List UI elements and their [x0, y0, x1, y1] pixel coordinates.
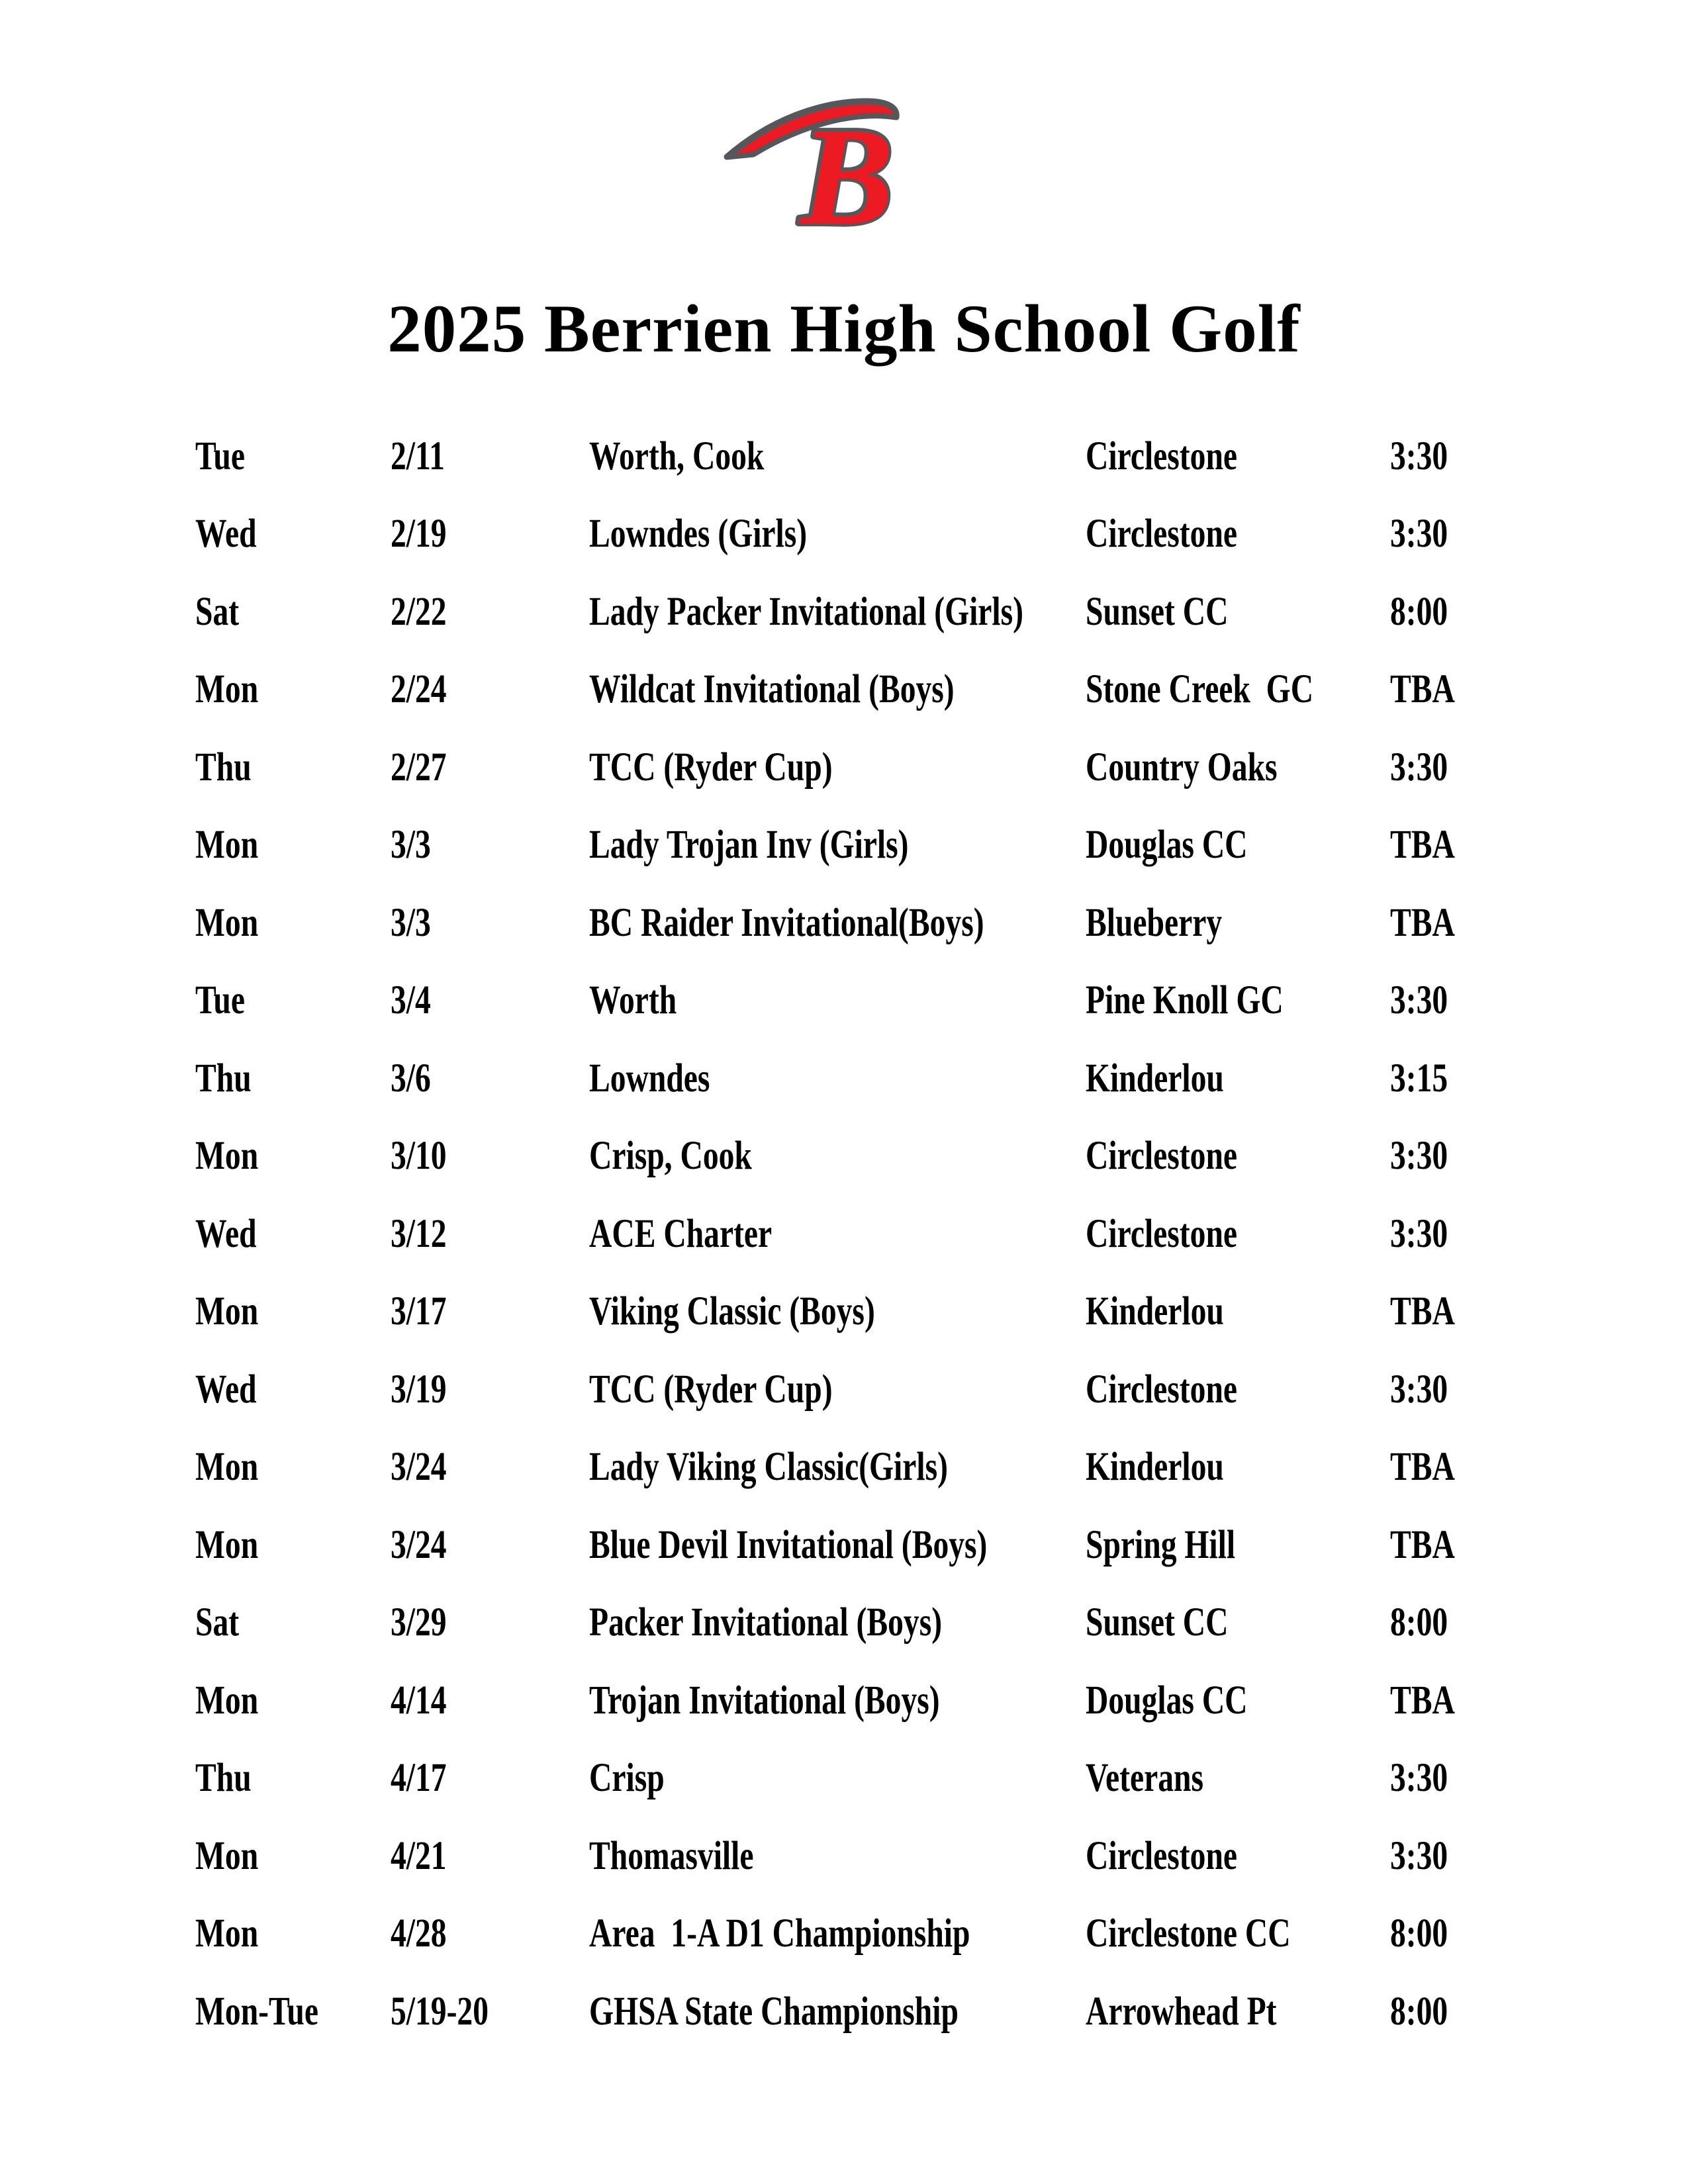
- cell-location: [1086, 1367, 1390, 1413]
- cell-time: [1390, 1600, 1552, 1646]
- cell-event: [589, 1600, 1086, 1646]
- cell-time: [1390, 1133, 1552, 1179]
- page-title: 2025 Berrien High School Golf: [387, 291, 1301, 367]
- cell-event: [589, 1444, 1086, 1490]
- cell-date: [391, 1211, 589, 1257]
- school-logo: [0, 83, 1688, 242]
- time-text: 3:30: [1390, 1367, 1448, 1412]
- cell-date: [391, 900, 589, 946]
- cell-date: [391, 1522, 589, 1569]
- date-text: 4/21: [391, 1833, 447, 1878]
- day-text: Mon-Tue: [195, 1989, 318, 2034]
- cell-time: [1390, 1211, 1552, 1257]
- cell-day: [195, 978, 391, 1024]
- cell-day: [195, 511, 391, 557]
- time-text: TBA: [1390, 1522, 1455, 1567]
- day-text: Tue: [195, 433, 245, 478]
- day-text: Mon: [195, 1134, 259, 1179]
- schedule-row: [195, 651, 1552, 729]
- cell-date: [391, 978, 589, 1024]
- event-text: Crisp: [589, 1756, 665, 1801]
- schedule-row: [195, 1195, 1552, 1273]
- day-text: Mon: [195, 1289, 259, 1334]
- location-text: Circlestone: [1086, 1134, 1238, 1179]
- date-text: 3/12: [391, 1211, 447, 1256]
- cell-location: [1086, 1211, 1390, 1257]
- location-text: Pine Knoll GC: [1086, 978, 1284, 1023]
- cell-time: [1390, 433, 1552, 480]
- cell-date: [391, 1289, 589, 1335]
- day-text: Mon: [195, 1911, 259, 1956]
- event-text: Crisp, Cook: [589, 1134, 752, 1179]
- cell-date: [391, 1755, 589, 1801]
- cell-time: [1390, 1056, 1552, 1102]
- date-text: 2/11: [391, 433, 445, 478]
- cell-time: [1390, 1755, 1552, 1801]
- cell-event: [589, 1522, 1086, 1569]
- cell-time: [1390, 1989, 1552, 2035]
- cell-time: [1390, 1911, 1552, 1957]
- schedule-row: [195, 1506, 1552, 1584]
- time-text: TBA: [1390, 823, 1455, 868]
- cell-time: [1390, 1522, 1552, 1569]
- schedule-row: [195, 1662, 1552, 1740]
- cell-location: [1086, 1678, 1390, 1724]
- cell-location: [1086, 900, 1390, 946]
- time-text: TBA: [1390, 1678, 1455, 1723]
- cell-date: [391, 745, 589, 791]
- cell-day: [195, 1367, 391, 1413]
- schedule-row: [195, 962, 1552, 1040]
- location-text: Sunset CC: [1086, 1600, 1229, 1645]
- cell-day: [195, 1133, 391, 1179]
- cell-location: [1086, 433, 1390, 480]
- cell-date: [391, 1989, 589, 2035]
- cell-date: [391, 1911, 589, 1957]
- location-text: Arrowhead Pt: [1086, 1989, 1277, 2034]
- cell-location: [1086, 1911, 1390, 1957]
- date-text: 2/24: [391, 667, 447, 712]
- cell-location: [1086, 1056, 1390, 1102]
- location-text: Douglas CC: [1086, 1678, 1248, 1723]
- cell-location: [1086, 1133, 1390, 1179]
- cell-time: [1390, 1678, 1552, 1724]
- time-text: 3:30: [1390, 1134, 1448, 1179]
- event-text: GHSA State Championship: [589, 1989, 959, 2034]
- date-text: 2/22: [391, 589, 447, 634]
- event-text: BC Raider Invitational(Boys): [589, 900, 984, 945]
- time-text: 3:30: [1390, 1211, 1448, 1256]
- location-text: Veterans: [1086, 1756, 1203, 1801]
- cell-date: [391, 1133, 589, 1179]
- time-text: TBA: [1390, 1289, 1455, 1334]
- cell-location: [1086, 511, 1390, 557]
- date-text: 3/19: [391, 1367, 447, 1412]
- schedule-row: [195, 1273, 1552, 1351]
- day-text: Mon: [195, 823, 259, 868]
- cell-time: [1390, 900, 1552, 946]
- cell-day: [195, 822, 391, 868]
- time-text: 3:15: [1390, 1056, 1448, 1101]
- date-text: 4/14: [391, 1678, 447, 1723]
- cell-time: [1390, 1444, 1552, 1490]
- logo-letter: B: [800, 98, 894, 242]
- location-text: Sunset CC: [1086, 589, 1229, 634]
- date-text: 3/24: [391, 1445, 447, 1490]
- cell-day: [195, 1833, 391, 1880]
- cell-date: [391, 1600, 589, 1646]
- time-text: 3:30: [1390, 745, 1448, 790]
- day-text: Thu: [195, 1756, 252, 1801]
- event-text: Wildcat Invitational (Boys): [589, 667, 955, 712]
- location-text: Circlestone: [1086, 1367, 1238, 1412]
- cell-date: [391, 822, 589, 868]
- cell-date: [391, 1833, 589, 1880]
- cell-event: [589, 1755, 1086, 1801]
- cell-day: [195, 1600, 391, 1646]
- cell-event: [589, 666, 1086, 713]
- event-text: Trojan Invitational (Boys): [589, 1678, 940, 1723]
- day-text: Wed: [195, 512, 257, 557]
- event-text: TCC (Ryder Cup): [589, 745, 833, 790]
- schedule-row: [195, 1740, 1552, 1818]
- time-text: 8:00: [1390, 1989, 1448, 2034]
- location-text: Stone Creek GC: [1086, 667, 1314, 712]
- time-text: 3:30: [1390, 978, 1448, 1023]
- cell-event: [589, 1678, 1086, 1724]
- day-text: Mon: [195, 1678, 259, 1723]
- time-text: TBA: [1390, 667, 1455, 712]
- cell-date: [391, 1678, 589, 1724]
- event-text: Lady Packer Invitational (Girls): [589, 589, 1023, 634]
- cell-location: [1086, 1600, 1390, 1646]
- cell-date: [391, 1056, 589, 1102]
- cell-location: [1086, 1444, 1390, 1490]
- cell-date: [391, 589, 589, 635]
- cell-event: [589, 433, 1086, 480]
- schedule-row: [195, 884, 1552, 962]
- cell-day: [195, 1911, 391, 1957]
- cell-location: [1086, 666, 1390, 713]
- cell-event: [589, 1211, 1086, 1257]
- cell-time: [1390, 1367, 1552, 1413]
- cell-event: [589, 978, 1086, 1024]
- location-text: Circlestone CC: [1086, 1911, 1291, 1956]
- day-text: Tue: [195, 978, 245, 1023]
- event-text: Lowndes (Girls): [589, 512, 808, 557]
- cell-day: [195, 1678, 391, 1724]
- cell-day: [195, 1522, 391, 1569]
- event-text: ACE Charter: [589, 1211, 773, 1256]
- schedule-row: [195, 573, 1552, 651]
- event-text: TCC (Ryder Cup): [589, 1367, 833, 1412]
- day-text: Wed: [195, 1211, 257, 1256]
- schedule-row: [195, 418, 1552, 496]
- date-text: 3/4: [391, 978, 431, 1023]
- location-text: Kinderlou: [1086, 1445, 1224, 1490]
- cell-event: [589, 589, 1086, 635]
- cell-event: [589, 1911, 1086, 1957]
- location-text: Kinderlou: [1086, 1056, 1224, 1101]
- logo-b-icon: [722, 83, 966, 242]
- cell-event: [589, 1133, 1086, 1179]
- cell-day: [195, 1444, 391, 1490]
- schedule-row: [195, 496, 1552, 574]
- schedule-row: [195, 1040, 1552, 1118]
- day-text: Thu: [195, 1056, 252, 1101]
- day-text: Sat: [195, 1600, 240, 1645]
- cell-location: [1086, 1522, 1390, 1569]
- location-text: Kinderlou: [1086, 1289, 1224, 1334]
- date-text: 4/28: [391, 1911, 447, 1956]
- cell-location: [1086, 1833, 1390, 1880]
- location-text: Blueberry: [1086, 900, 1223, 945]
- cell-time: [1390, 511, 1552, 557]
- date-text: 2/19: [391, 512, 447, 557]
- cell-location: [1086, 1289, 1390, 1335]
- cell-time: [1390, 666, 1552, 713]
- time-text: 8:00: [1390, 1600, 1448, 1645]
- date-text: 3/3: [391, 900, 431, 945]
- date-text: 2/27: [391, 745, 447, 790]
- event-text: Worth, Cook: [589, 433, 765, 478]
- location-text: Circlestone: [1086, 512, 1238, 557]
- cell-date: [391, 1367, 589, 1413]
- cell-day: [195, 1989, 391, 2035]
- cell-day: [195, 666, 391, 713]
- cell-date: [391, 1444, 589, 1490]
- time-text: 3:30: [1390, 512, 1448, 557]
- schedule-row: [195, 1351, 1552, 1429]
- time-text: 8:00: [1390, 589, 1448, 634]
- cell-location: [1086, 1989, 1390, 2035]
- cell-time: [1390, 745, 1552, 791]
- cell-event: [589, 1367, 1086, 1413]
- day-text: Mon: [195, 900, 259, 945]
- cell-day: [195, 1056, 391, 1102]
- cell-day: [195, 1289, 391, 1335]
- cell-time: [1390, 978, 1552, 1024]
- cell-event: [589, 1289, 1086, 1335]
- schedule-row: [195, 1429, 1552, 1507]
- cell-location: [1086, 1755, 1390, 1801]
- event-text: Packer Invitational (Boys): [589, 1600, 943, 1645]
- cell-date: [391, 433, 589, 480]
- cell-day: [195, 745, 391, 791]
- cell-location: [1086, 745, 1390, 791]
- cell-location: [1086, 822, 1390, 868]
- cell-day: [195, 433, 391, 480]
- event-text: Lowndes: [589, 1056, 710, 1101]
- event-text: Area 1-A D1 Championship: [589, 1911, 970, 1956]
- event-text: Blue Devil Invitational (Boys): [589, 1522, 988, 1567]
- day-text: Mon: [195, 1445, 259, 1490]
- cell-day: [195, 1211, 391, 1257]
- date-text: 3/3: [391, 823, 431, 868]
- cell-location: [1086, 589, 1390, 635]
- event-text: Worth: [589, 978, 677, 1023]
- schedule-row: [195, 1973, 1552, 2051]
- date-text: 3/10: [391, 1134, 447, 1179]
- location-text: Circlestone: [1086, 433, 1238, 478]
- cell-event: [589, 1833, 1086, 1880]
- event-text: Lady Viking Classic(Girls): [589, 1445, 948, 1490]
- location-text: Circlestone: [1086, 1833, 1238, 1878]
- cell-event: [589, 745, 1086, 791]
- time-text: 3:30: [1390, 1833, 1448, 1878]
- schedule-row: [195, 807, 1552, 885]
- cell-time: [1390, 822, 1552, 868]
- time-text: 3:30: [1390, 433, 1448, 478]
- cell-event: [589, 900, 1086, 946]
- cell-day: [195, 1755, 391, 1801]
- time-text: 8:00: [1390, 1911, 1448, 1956]
- schedule-row: [195, 1895, 1552, 1974]
- schedule-row: [195, 729, 1552, 807]
- cell-date: [391, 666, 589, 713]
- event-text: Lady Trojan Inv (Girls): [589, 823, 909, 868]
- cell-event: [589, 822, 1086, 868]
- day-text: Wed: [195, 1367, 257, 1412]
- day-text: Mon: [195, 667, 259, 712]
- time-text: TBA: [1390, 1445, 1455, 1490]
- location-text: Country Oaks: [1086, 745, 1278, 790]
- date-text: 5/19-20: [391, 1989, 489, 2034]
- cell-time: [1390, 1833, 1552, 1880]
- day-text: Sat: [195, 589, 240, 634]
- schedule-row: [195, 1584, 1552, 1662]
- cell-event: [589, 1989, 1086, 2035]
- cell-day: [195, 900, 391, 946]
- location-text: Douglas CC: [1086, 823, 1248, 868]
- event-text: Viking Classic (Boys): [589, 1289, 875, 1334]
- location-text: Spring Hill: [1086, 1522, 1236, 1567]
- day-text: Thu: [195, 745, 252, 790]
- cell-time: [1390, 589, 1552, 635]
- cell-day: [195, 589, 391, 635]
- cell-time: [1390, 1289, 1552, 1335]
- schedule-row: [195, 1817, 1552, 1895]
- date-text: 3/24: [391, 1522, 447, 1567]
- cell-date: [391, 511, 589, 557]
- schedule-row: [195, 1118, 1552, 1196]
- time-text: TBA: [1390, 900, 1455, 945]
- schedule-table: [195, 418, 1552, 2051]
- cell-event: [589, 511, 1086, 557]
- date-text: 3/6: [391, 1056, 431, 1101]
- date-text: 3/29: [391, 1600, 447, 1645]
- cell-event: [589, 1056, 1086, 1102]
- day-text: Mon: [195, 1833, 259, 1878]
- date-text: 3/17: [391, 1289, 447, 1334]
- location-text: Circlestone: [1086, 1211, 1238, 1256]
- cell-location: [1086, 978, 1390, 1024]
- time-text: 3:30: [1390, 1756, 1448, 1801]
- day-text: Mon: [195, 1522, 259, 1567]
- date-text: 4/17: [391, 1756, 447, 1801]
- event-text: Thomasville: [589, 1833, 754, 1878]
